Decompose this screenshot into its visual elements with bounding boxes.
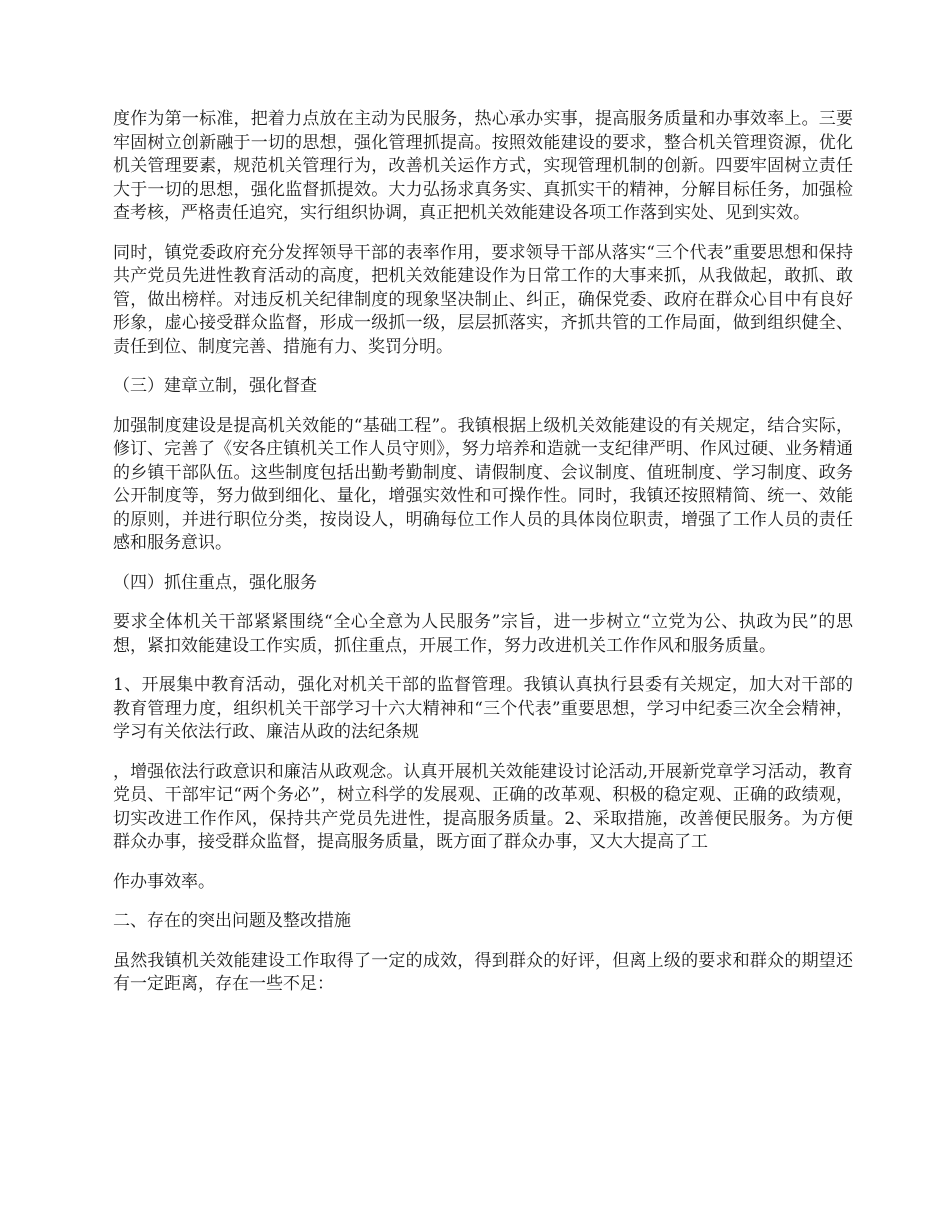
paragraph-4: 要求全体机关干部紧紧围绕“全心全意为人民服务”宗旨，进一步树立“立党为公、执政为民”的思想，紧扣效能建设工作实质，抓住重点，开展工作，努力改进机关工作作风和服务质量。 [113, 612, 853, 656]
section-heading-3: （三）建章立制，强化督查 [113, 376, 317, 396]
paragraph-8: 虽然我镇机关效能建设工作取得了一定的成效，得到群众的好评，但离上级的要求和群众的期望还有一定距离，存在一些不足： [113, 950, 853, 994]
paragraph-3: 加强制度建设是提高机关效能的“基础工程”。我镇根据上级机关效能建设的有关规定，结合实际，修订、完善了《安各庄镇机关工作人员守则》，努力培养和造就一支纪律严明、作风过硬、业务精通的乡镇干部队伍。这些制度包括出勤考勤制度、请假制度、会议制度、值班制度、学习制度、政务公开制度等，努力做到细化、量化，增强实效性和可操作性。同时，我镇还按照精简、统一、效能的原则，并进行职位分类，按岗设人，明确每位工作人员的具体岗位职责，增强了工作人员的责任感和服务意识。 [113, 415, 853, 553]
paragraph-5: 1、开展集中教育活动，强化对机关干部的监督管理。我镇认真执行县委有关规定，加大对干部的教育管理力度，组织机关干部学习十六大精神和“三个代表”重要思想，学习中纪委三次全会精神，学习有关依法行政、廉洁从政的法纪条规 [113, 675, 853, 742]
document-body [113, 108, 853, 1013]
paragraph-7: 作办事效率。 [113, 871, 215, 892]
section-heading-4: （四）抓住重点，强化服务 [113, 572, 317, 593]
paragraph-2: 同时，镇党委政府充分发挥领导干部的表率作用，要求领导干部从落实“三个代表”重要思想和保持共产党员先进性教育活动的高度，把机关效能建设作为日常工作的大事来抓，从我做起，敢抓、敢管，做出榜样。对违反机关纪律制度的现象坚决制止、纠正，确保党委、政府在群众心目中有良好形象，虚心接受群众监督，形成一级抓一级，层层抓落实，齐抓共管的工作局面，做到组织健全、责任到位、制度完善、措施有力、奖罚分明。 [113, 242, 853, 357]
section-heading-problems: 二、存在的突出问题及整改措施 [113, 911, 351, 931]
paragraph-6: ，增强依法行政意识和廉洁从政观念。认真开展机关效能建设讨论活动,开展新党章学习活动，教育党员、干部牢记“两个务必”，树立科学的发展观、正确的改革观、积极的稳定观、正确的政绩观，切实改进工作作风，保持共产党员先进性，提高服务质量。2、采取措施，改善便民服务。为方便群众办事，接受群众监督，提高服务质量，既方面了群众办事，又大大提高了工 [113, 761, 853, 852]
paragraph-1: 度作为第一标准，把着力点放在主动为民服务，热心承办实事，提高服务质量和办事效率上。三要牢固树立创新融于一切的思想，强化管理抓提高。按照效能建设的要求，整合机关管理资源，优化机关管理要素，规范机关管理行为，改善机关运作方式，实现管理机制的创新。四要牢固树立责任大于一切的思想，强化监督抓提效。大力弘扬求真务实、真抓实干的精神，分解目标任务，加强检查考核，严格责任追究，实行组织协调，真正把机关效能建设各项工作落到实处、见到实效。 [113, 109, 853, 223]
